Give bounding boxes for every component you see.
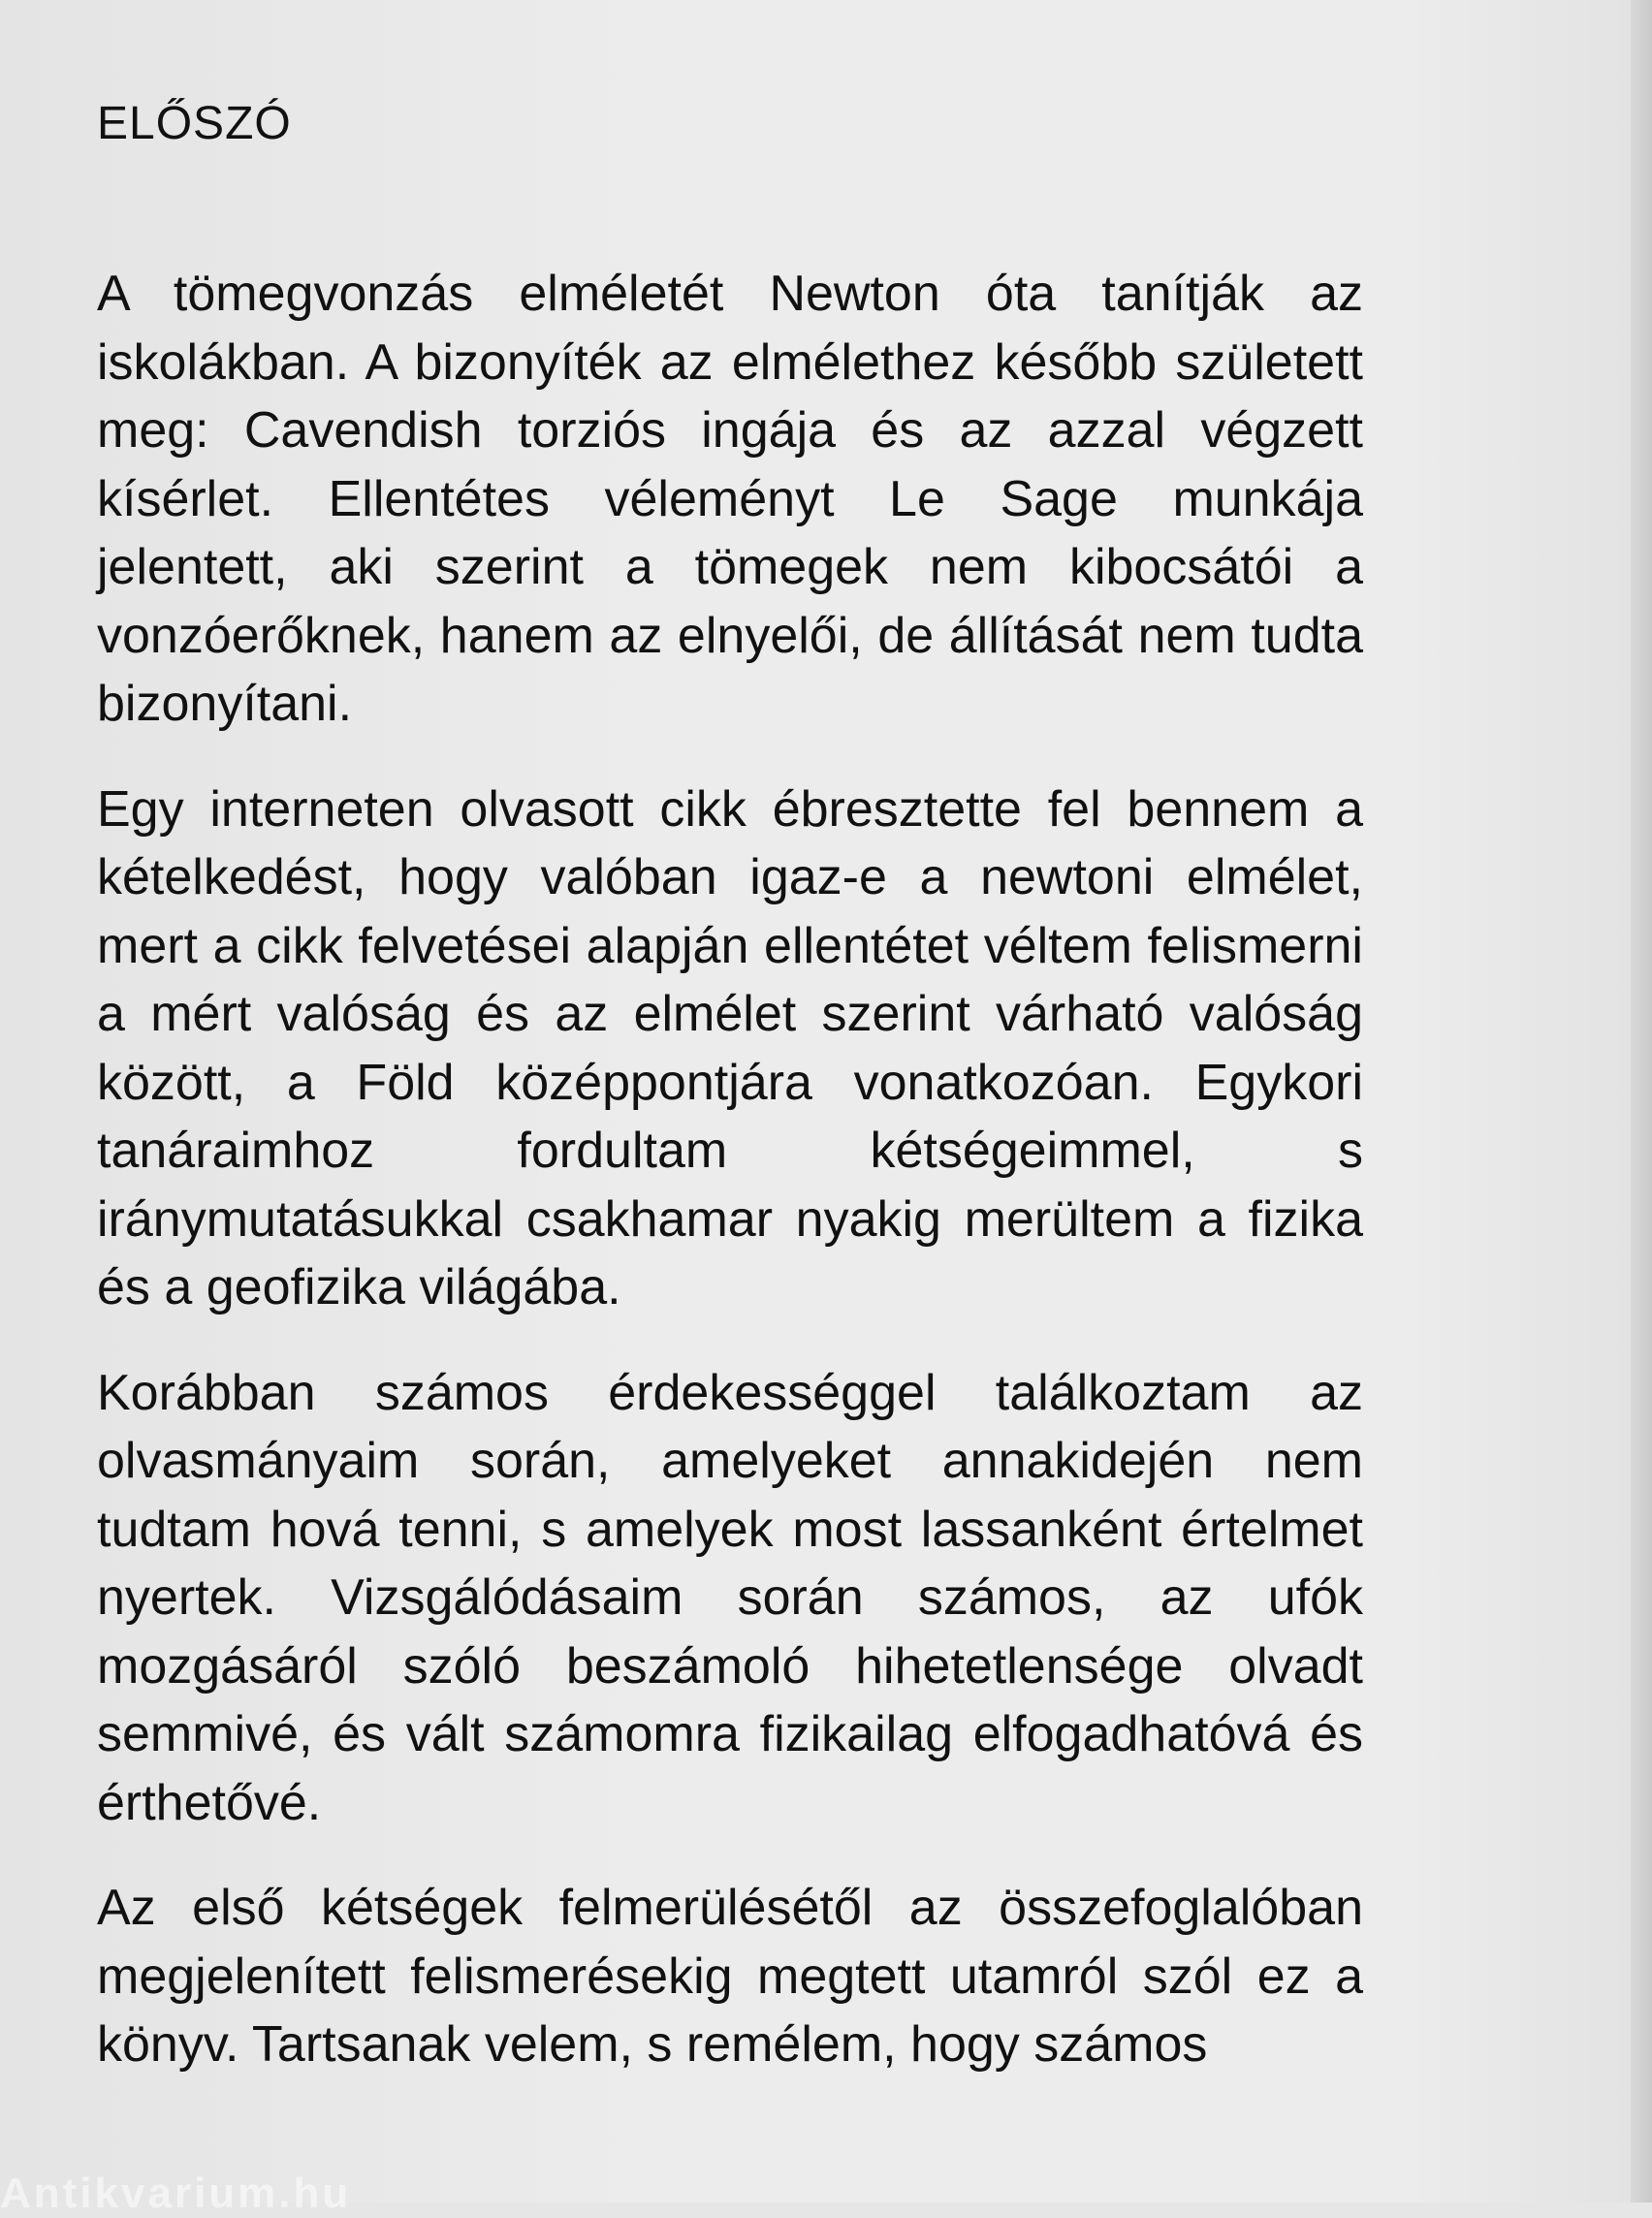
paragraph-1: A tömegvonzás elméletét Newton óta tanítják az iskolákban. A bizonyíték az elmélethez később született meg: Cavendish torziós ingája és az azzal végzett kísérlet. Ellentétes véleményt Le Sage munkája jelentett, aki szerint a tömegek nem kibocsátói a vonzóerőknek, hanem az elnyelői, de állítását nem tudta bizonyítani. [97,266,1363,732]
paragraph-2: Egy interneten olvasott cikk ébresztette fel bennem a kételkedést, hogy valóban igaz-e a newtoni elmélet, mert a cikk felvetései alapján ellentétet véltem felismerni a mért valóság és az elmélet szerint várható valóság között, a Föld középpontjára vonatkozóan. Egykori tanáraimhoz fordultam kétségeimmel, s iránymutatásukkal csakhamar nyakig merültem a fizika és a geofizika világába. [97,780,1363,1315]
body-text [97,260,1363,2116]
page-edge-shadow [1631,0,1652,2202]
paragraph-3: Korábban számos érdekességgel találkoztam az olvasmányaim során, amelyeket annakidején nem tudtam hová tenni, s amelyek most lassanként értelmet nyertek. Vizsgálódásaim során számos, az ufók mozgásáról szóló beszámoló hihetetlensége olvadt semmivé, és vált számomra fizikailag elfogadhatóvá és érthetővé. [97,1364,1363,1831]
watermark: Antikvarium.hu [0,2170,352,2217]
page-heading: ELŐSZÓ [97,98,292,149]
paragraph-4: Az első kétségek felmerülésétől az összefoglalóban megjelenített felismerésekig megtett utamról szól ez a könyv. Tartsanak velem, s remélem, hogy számos [97,1880,1363,2073]
